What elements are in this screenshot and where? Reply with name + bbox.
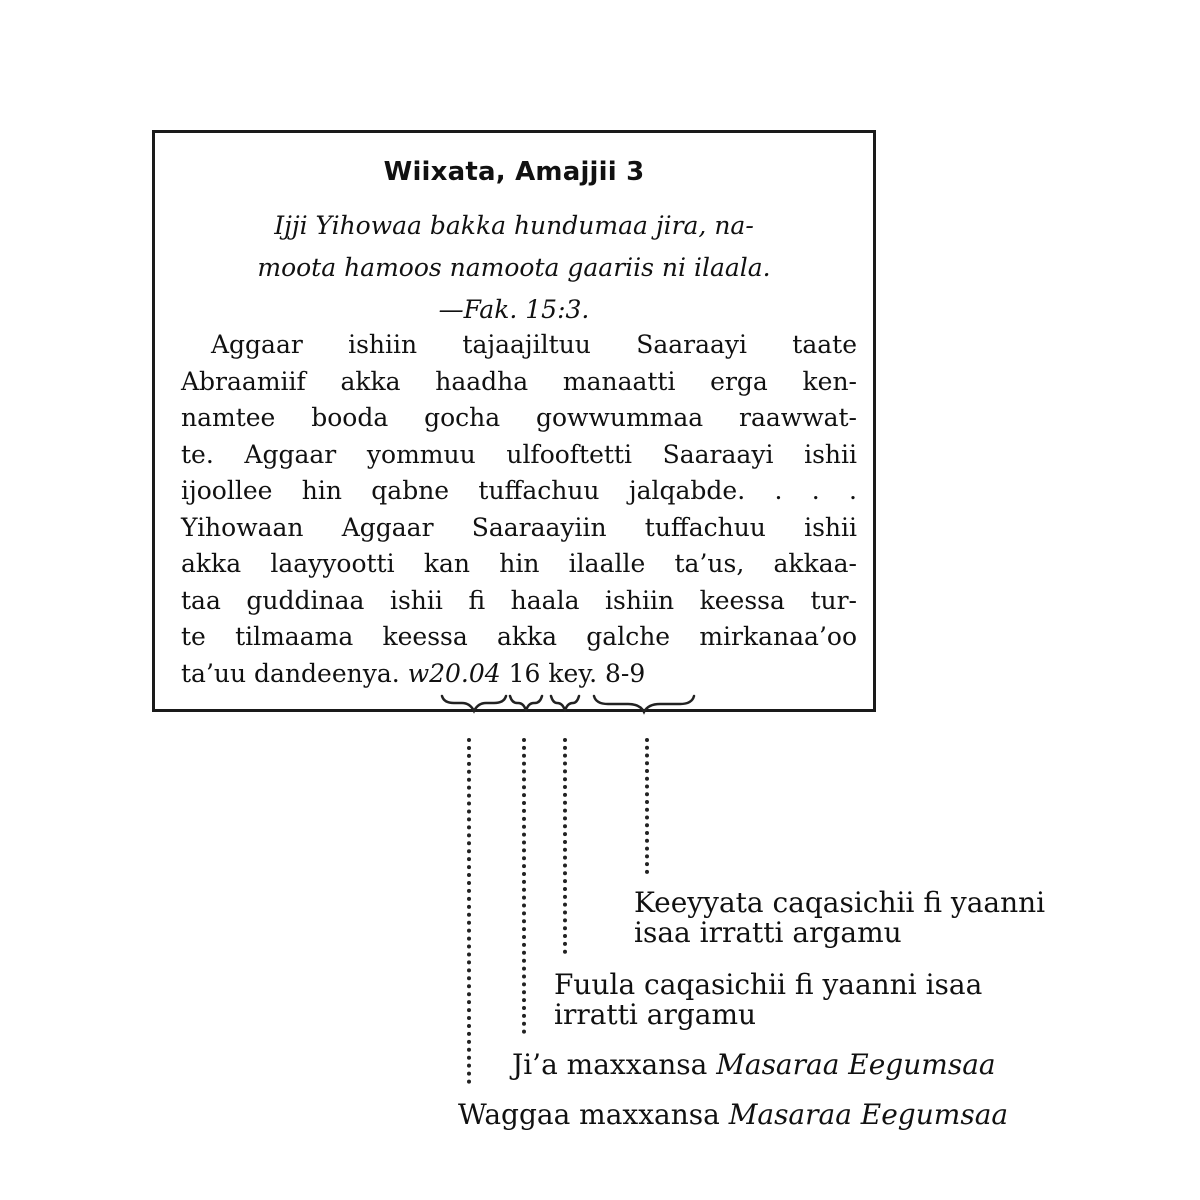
label-month — [512, 1050, 996, 1080]
comment-line: namtee booda gocha gowwummaa raawwat- — [181, 403, 857, 432]
brace-month — [510, 696, 542, 711]
theme-line: Ijji Yihowaa bakka hundumaa jira, na- — [274, 211, 754, 240]
comment-line: ijoollee hin qabne tuffachuu jalqabde. . . . — [181, 476, 857, 505]
brace-page — [551, 696, 579, 711]
leader-year — [467, 738, 471, 1084]
leader-paragraphs — [645, 738, 649, 874]
comment-line-end: ta’uu dandeenya. — [181, 658, 400, 688]
comment-line: akka laayyootti kan hin ilaalle ta’us, akkaa- — [181, 549, 857, 578]
label-page — [554, 970, 982, 1030]
citation-page: 16 — [508, 658, 541, 688]
label-year-prefix: Waggaa maxxansa — [458, 1098, 720, 1131]
brace-paragraphs — [594, 696, 694, 712]
comment-line: Yihowaan Aggaar Saaraayiin tuffachuu ishii — [181, 512, 857, 542]
theme-line: moota hamoos namoota gaariis ni ilaala. — [257, 253, 771, 282]
label-page-line: irratti argamu — [554, 998, 757, 1031]
theme-reference: —Fak. 15:3. — [438, 295, 590, 324]
comment-line: te. Aggaar yommuu ulfooftetti Saaraayi ishii — [181, 439, 857, 469]
leader-page — [563, 738, 567, 954]
label-paragraphs — [634, 888, 1045, 948]
entry-date: Wiixata, Amajjii 3 — [383, 157, 645, 187]
label-paragraphs-line: isaa irratti argamu — [634, 916, 902, 949]
comment-line: taa guddinaa ishii fi haala ishiin keessa tur- — [181, 585, 857, 615]
comment-line: te tilmaama keessa akka galche mirkanaa’oo — [181, 622, 857, 651]
brace-year — [442, 696, 506, 711]
label-page-line: Fuula caqasichii fi yaanni isaa — [554, 968, 983, 1001]
label-year-publication: Masaraa Eegumsaa — [728, 1098, 1009, 1131]
comment-line: Abraamiif akka haadha manaatti erga ken- — [181, 366, 857, 396]
label-month-publication: Masaraa Eegumsaa — [716, 1048, 996, 1081]
label-month-prefix: Ji’a maxxansa — [512, 1048, 708, 1081]
comment-line: Aggaar ishiin tajaajiltuu Saaraayi taate — [211, 330, 857, 359]
citation-publication: w20.04 — [407, 658, 501, 688]
label-year — [458, 1100, 1008, 1130]
label-paragraphs-line: Keeyyata caqasichii fi yaanni — [634, 886, 1046, 919]
citation-paragraphs: key. 8-9 — [548, 658, 646, 688]
leader-month — [522, 738, 526, 1034]
